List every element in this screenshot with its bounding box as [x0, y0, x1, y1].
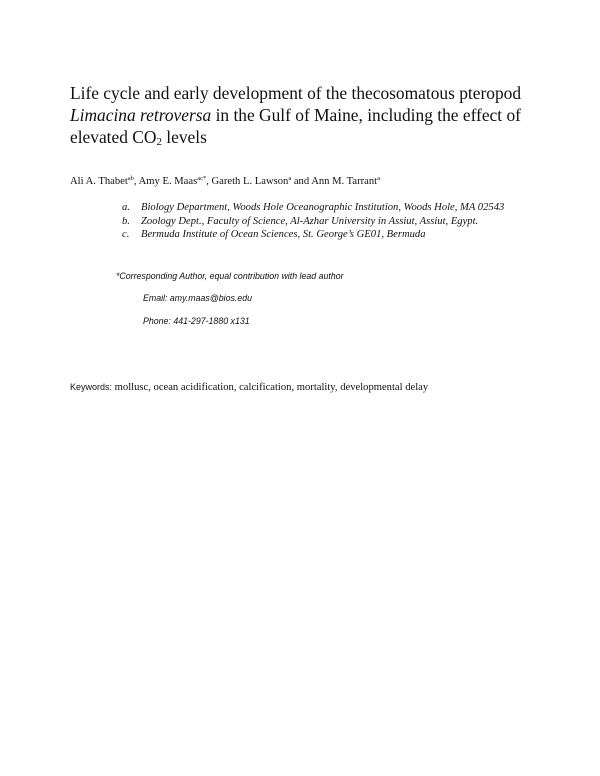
- title-text-part3: levels: [161, 127, 207, 147]
- author-affiliation-mark: ab: [127, 175, 134, 182]
- affiliation-text: Bermuda Institute of Ocean Sciences, St. George’s GE01, Bermuda: [141, 229, 426, 240]
- title-text-part2: in the Gulf of Maine, including the effect of elevated CO: [70, 105, 521, 147]
- author-separator: and: [291, 176, 312, 187]
- contact-email: Email: amy.maas@bios.edu: [143, 293, 252, 303]
- corresponding-author-note: *Corresponding Author, equal contribution with lead author: [116, 271, 344, 281]
- affiliation-list: [122, 201, 542, 242]
- affiliation-item: [122, 215, 542, 229]
- title-text-part1: Life cycle and early development of the thecosomatous pteropod: [70, 83, 522, 103]
- keywords-line: [70, 380, 550, 395]
- keywords-text: mollusc, ocean acidification, calcification, mortality, developmental delay: [112, 382, 429, 393]
- title-species: Limacina retroversa: [70, 105, 212, 125]
- affiliation-item: [122, 201, 542, 215]
- affiliation-mark: a.: [122, 202, 130, 213]
- author-name: Amy E. Maas: [138, 176, 198, 187]
- author-affiliation-mark: ac*: [197, 175, 207, 182]
- author-affiliation-mark: a: [377, 175, 380, 182]
- affiliation-mark: c.: [122, 229, 130, 240]
- affiliation-mark: b.: [122, 215, 130, 227]
- affiliation-item: [122, 228, 542, 242]
- paper-title: [70, 82, 550, 148]
- affiliation-text: Zoology Dept., Faculty of Science, Al-Azhar University in Assiut, Assiut, Egypt.: [141, 215, 479, 227]
- author-separator: ,: [133, 176, 139, 187]
- author-affiliation-mark: a: [288, 175, 292, 182]
- title-subscript: 2: [156, 136, 162, 148]
- author-name: Ali A. Thabet: [70, 176, 128, 187]
- affiliation-text: Biology Department, Woods Hole Oceanographic Institution, Woods Hole, MA 02543: [141, 202, 505, 213]
- author-separator: ,: [206, 176, 212, 187]
- contact-phone: Phone: 441-297-1880 x131: [143, 316, 250, 326]
- author-list: [70, 175, 550, 189]
- keywords-label: Keywords:: [70, 382, 113, 392]
- author-name: Ann M. Tarrant: [311, 176, 378, 187]
- author-name: Gareth L. Lawson: [211, 176, 289, 187]
